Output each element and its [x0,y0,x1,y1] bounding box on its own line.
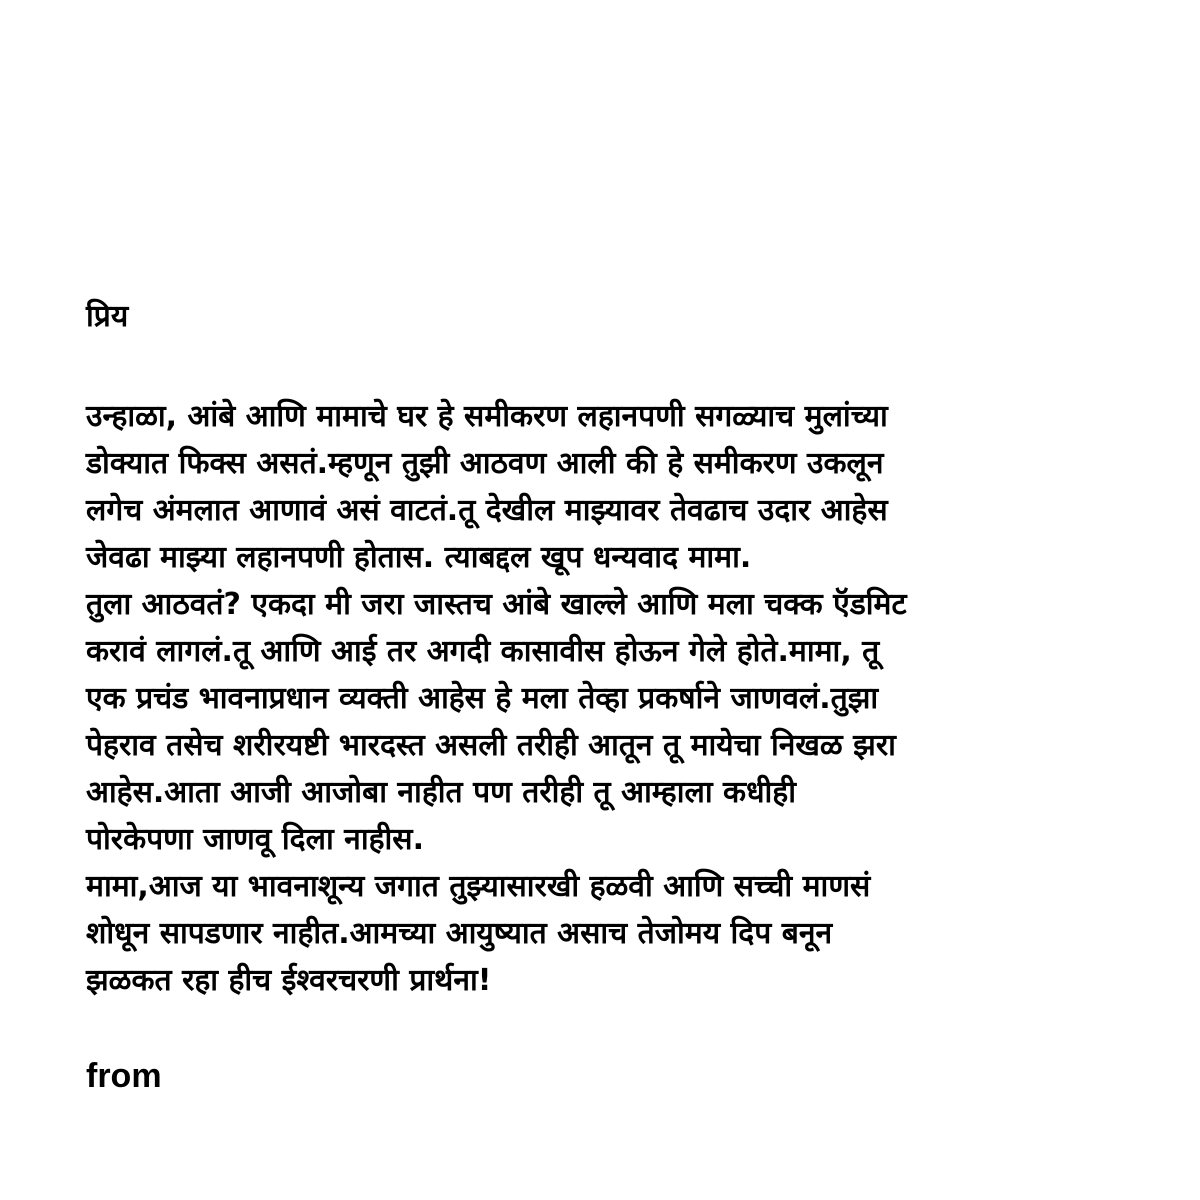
letter-line: उन्हाळा, आंबे आणि मामाचे घर हे समीकरण लहानपणी सगळ्याच मुलांच्या [86,399,888,434]
letter-line: शोधून सापडणार नाहीत.आमच्या आयुष्यात असाच तेजोमय दिप बनून [86,916,833,951]
letter-line: डोक्यात फिक्स असतं.म्हणून तुझी आठवण आली की हे समीकरण उकलून [86,446,884,481]
letter-line: करावं लागलं.तू आणि आई तर अगदी कासावीस होऊन गेले होते.मामा, तू [86,634,880,669]
letter-line: आहेस.आता आजी आजोबा नाहीत पण तरीही तू आम्हाला कधीही [86,775,797,810]
letter [86,295,1126,1132]
letter-line: एक प्रचंड भावनाप्रधान व्यक्ती आहेस हे मला तेव्हा प्रकर्षाने जाणवलं.तुझा [86,681,879,716]
letter-line: झळकत रहा हीच ईश्वरचरणी प्रार्थना! [86,963,492,998]
letter-line: पेहराव तसेच शरीरयष्टी भारदस्त असली तरीही आतून तू मायेचा निखळ झरा [86,728,896,763]
letter-line: मामा,आज या भावनाशून्य जगात तुझ्यासारखी हळवी आणि सच्ची माणसं [86,869,871,904]
letter-line: लगेच अंमलात आणावं असं वाटतं.तू देखील माझ्यावर तेवढाच उदार आहेस [86,493,888,528]
letter-line: पोरकेपणा जाणवू दिला नाहीस. [86,822,424,857]
letter-body [86,393,1126,1004]
letter-line: तुला आठवतं? एकदा मी जरा जास्तच आंबे खाल्ले आणि मला चक्क ऍडमिट [86,587,907,622]
letter-line: जेवढा माझ्या लहानपणी होतास. त्याबद्दल खूप धन्यवाद मामा. [86,540,752,575]
letter-signoff: from [86,1057,162,1095]
letter-greeting: प्रिय [86,299,129,334]
